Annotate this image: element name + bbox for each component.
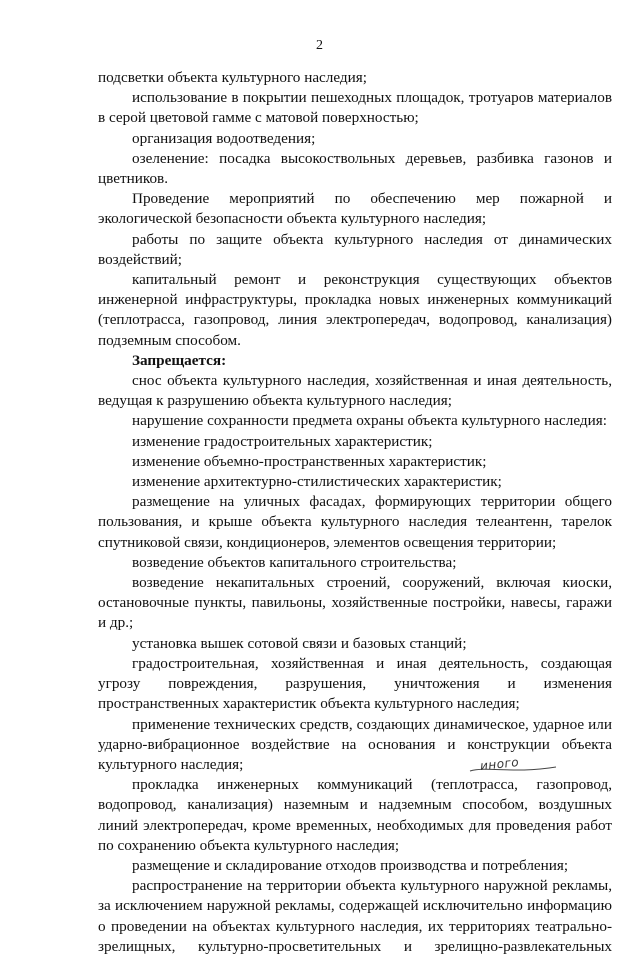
paragraph: озеленение: посадка высокоствольных деревьев, разбивка газонов и цветников. [98, 149, 612, 188]
body-text [98, 68, 612, 957]
paragraph: снос объекта культурного наследия, хозяйственная и иная деятельность, ведущая к разрушению объекта культурного наследия; [98, 372, 612, 410]
paragraph: использование в покрытии пешеходных площадок, тротуаров материалов в серой цветовой гамме с матовой поверхностью; [98, 89, 612, 127]
page-number: 2 [316, 38, 323, 53]
paragraph: градостроительная, хозяйственная и иная деятельность, создающая угрозу повреждения, разрушения, уничтожения и изменения пространственных характеристик объекта культурного наследия; [98, 654, 612, 713]
paragraph: организация водоотведения; [132, 129, 316, 147]
paragraph: прокладка инженерных коммуникаций (теплотрасса, газопровод, водопровод, канализация) наземным и надземным способом, воздушных линий электропередач, кроме временных, необходимых для проведения работ по сохранению объекта культурного наследия; [98, 776, 612, 854]
paragraph: изменение архитектурно-стилистических характеристик; [132, 473, 502, 491]
section-heading: Запрещается: [132, 351, 227, 369]
handwritten-note: иного [479, 754, 520, 774]
paragraph: установка вышек сотовой связи и базовых станций; [132, 634, 467, 652]
paragraph: возведение некапитальных строений, сооружений, включая киоски, остановочные пункты, павильоны, хозяйственные постройки, навесы, гаражи и др.; [98, 574, 612, 632]
paragraph: подсветки объекта культурного наследия; [98, 69, 367, 86]
paragraph: размещение и складирование отходов производства и потребления; [132, 856, 569, 874]
paragraph: размещение на уличных фасадах, формирующих территории общего пользования, и крыше объекта культурного наследия телеантенн, тарелок спутниковой связи, кондиционеров, элементов освещения территории; [98, 493, 612, 551]
paragraph: возведение объектов капитального строительства; [132, 553, 457, 571]
paragraph: Проведение мероприятий по обеспечению мер пожарной и экологической безопасности объекта культурного наследия; [98, 190, 612, 228]
paragraph: капитальный ремонт и реконструкция существующих объектов инженерной инфраструктуры, прокладка новых инженерных коммуникаций (теплотрасса, газопровод, линия электропередач, водопровод, канализация) подземным способом. [98, 271, 612, 349]
paragraph: нарушение сохранности предмета охраны объекта культурного наследия: [132, 412, 607, 430]
paragraph: распространение на территории объекта культурного наружной рекламы, за исключением наружной рекламы, содержащей исключительно информацию о проведении на объектах культурного наследия, их территориях театрально-зрелищных, культурно-просветительных и зрелищно-развлекательных [98, 877, 612, 955]
paragraph: работы по защите объекта культурного наследия от динамических воздействий; [98, 230, 612, 268]
paragraph: изменение градостроительных характеристик; [132, 432, 433, 450]
paragraph: изменение объемно-пространственных характеристик; [132, 452, 487, 470]
paragraph: применение технических средств, создающих динамическое, ударное или ударно-вибрационное воздействие на основания и конструкции объекта культурного наследия; [98, 715, 612, 773]
